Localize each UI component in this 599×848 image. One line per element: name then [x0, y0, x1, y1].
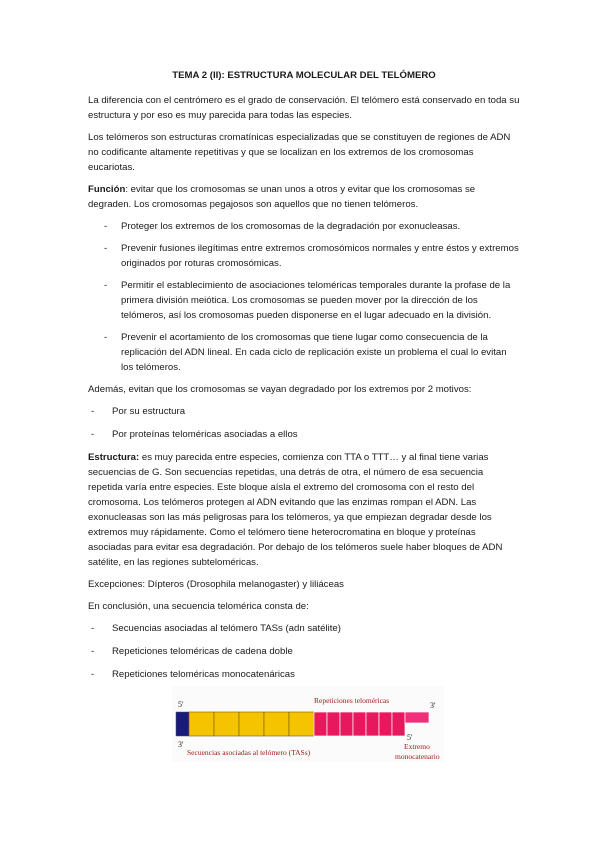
- label-extremo-2: monocatenario: [395, 752, 440, 761]
- dash-bullet: -: [91, 406, 95, 417]
- label-5-bottom: 5': [407, 733, 413, 742]
- label-repeticiones: Repeticiones teloméricas: [314, 696, 390, 705]
- telomere-diagram-svg: [172, 686, 444, 762]
- dash-bullet: -: [91, 669, 95, 680]
- motivos-list: [88, 404, 520, 442]
- estructura-text: es muy parecida entre especies, comienza con TTA o TTT… y al final tiene varias secuencias de G. Son secuencias repetidas, una detrás de otra, el número de esa secuencia repetida varía entre especies. Este bloque aísla el extremo del cromosoma con el resto del cromosoma. Los telómeros protegen al ADN evitando que las enzimas rompan el ADN. Las exonucleasas son las más peligrosas para los telómeros, ya que empiezan degradar desde los extremos muy rápidamente. Como el telómero tiene heterocromatina en bloque y proteínas asociadas para evitar esa degradación. Por debajo de los telómeros suele haber bloques de ADN satélite, en las regiones subteloméricas.: [88, 452, 503, 568]
- repeat-block: [366, 712, 379, 736]
- list-item-text: Permitir el establecimiento de asociaciones teloméricas temporales durante la profase de la primera división meiótica. Los cromosomas se pueden mover por la dirección de los telómeros, así los cromosomas pueden disponerse en el lugar adecuado en la división.: [121, 280, 511, 321]
- list-item: [88, 427, 520, 442]
- dash-bullet: -: [104, 243, 108, 254]
- centromere-block: [176, 712, 189, 736]
- list-item: [88, 621, 520, 636]
- paragraph-definition: Los telómeros son estructuras cromatínicas especializadas que se constituyen de regiones de ADN no codificante altamente repetitivas y que se localizan en los extremos de los cromosomas eucariotas.: [88, 132, 511, 173]
- list-item: [88, 667, 520, 682]
- paragraph-excepciones: Excepciones: Dípteros (Drosophila melanogaster) y liliáceas: [88, 579, 344, 590]
- funcion-label: Función: [88, 184, 126, 195]
- dash-bullet: -: [91, 623, 95, 634]
- label-3-right: 3': [430, 701, 436, 710]
- dash-bullet: -: [91, 646, 95, 657]
- repeat-block: [327, 712, 340, 736]
- repeat-blocks: [314, 712, 405, 736]
- list-item-text: Prevenir fusiones ilegítimas entre extremos cromosómicos normales y entre éstos y extremos originados por roturas cromosómicas.: [121, 243, 519, 269]
- list-item-text: Prevenir el acortamiento de los cromosomas que tiene lugar como consecuencia de la replicación del ADN lineal. En cada ciclo de replicación existe un problema el cual lo evitan los telómeros.: [121, 332, 507, 373]
- tas-block: [189, 712, 214, 736]
- dash-bullet: -: [104, 221, 108, 232]
- repeat-block: [392, 712, 405, 736]
- tas-blocks: [189, 712, 314, 736]
- paragraph-conclusion: En conclusión, una secuencia telomérica consta de:: [88, 601, 309, 612]
- list-item: [88, 241, 520, 271]
- single-strand-overhang: [405, 712, 429, 723]
- document-page: [88, 68, 520, 690]
- page-title: TEMA 2 (II): ESTRUCTURA MOLECULAR DEL TELÓMERO: [172, 70, 436, 81]
- componentes-list: [88, 621, 520, 682]
- label-3-left: 3': [178, 740, 184, 749]
- list-item-text: Proteger los extremos de los cromosomas de la degradación por exonucleasas.: [121, 221, 461, 232]
- list-item-text: Repeticiones teloméricas monocatenáricas: [112, 669, 295, 680]
- list-item: [88, 644, 520, 659]
- tas-block: [214, 712, 239, 736]
- paragraph-intro: La diferencia con el centrómero es el grado de conservación. El telómero está conservado en toda su estructura y por eso es muy parecida para todas las especies.: [88, 95, 520, 121]
- repeat-block: [379, 712, 392, 736]
- dash-bullet: -: [104, 332, 108, 343]
- funcion-text: : evitar que los cromosomas se unan unos a otros y evitar que los cromosomas se degraden. Los cromosomas pegajosos son aquellos que no tienen telómeros.: [88, 184, 476, 210]
- paragraph-motivos: Además, evitan que los cromosomas se vayan degradado por los extremos por 2 motivos:: [88, 384, 472, 395]
- list-item: [88, 219, 520, 234]
- dash-bullet: -: [91, 429, 95, 440]
- label-tas: Secuencias asociadas al telómero (TASs): [187, 748, 311, 757]
- paragraph-funcion: [88, 182, 520, 212]
- tas-block: [264, 712, 289, 736]
- list-item-text: Secuencias asociadas al telómero TASs (adn satélite): [112, 623, 341, 634]
- list-item-text: Por su estructura: [112, 406, 186, 417]
- list-item-text: Repeticiones teloméricas de cadena doble: [112, 646, 293, 657]
- list-item: [88, 330, 520, 375]
- label-5-top: 5': [178, 700, 184, 709]
- paragraph-estructura: [88, 450, 520, 570]
- list-item-text: Por proteínas teloméricas asociadas a ellos: [112, 429, 298, 440]
- telomere-diagram: [172, 686, 444, 762]
- tas-block: [289, 712, 314, 736]
- list-item: [88, 404, 520, 419]
- dash-bullet: -: [104, 280, 108, 291]
- repeat-block: [353, 712, 366, 736]
- label-extremo-1: Extremo: [404, 742, 430, 751]
- funciones-list: [88, 219, 520, 375]
- tas-block: [239, 712, 264, 736]
- repeat-block: [340, 712, 353, 736]
- list-item: [88, 278, 520, 323]
- repeat-block: [314, 712, 327, 736]
- estructura-label: Estructura:: [88, 452, 140, 463]
